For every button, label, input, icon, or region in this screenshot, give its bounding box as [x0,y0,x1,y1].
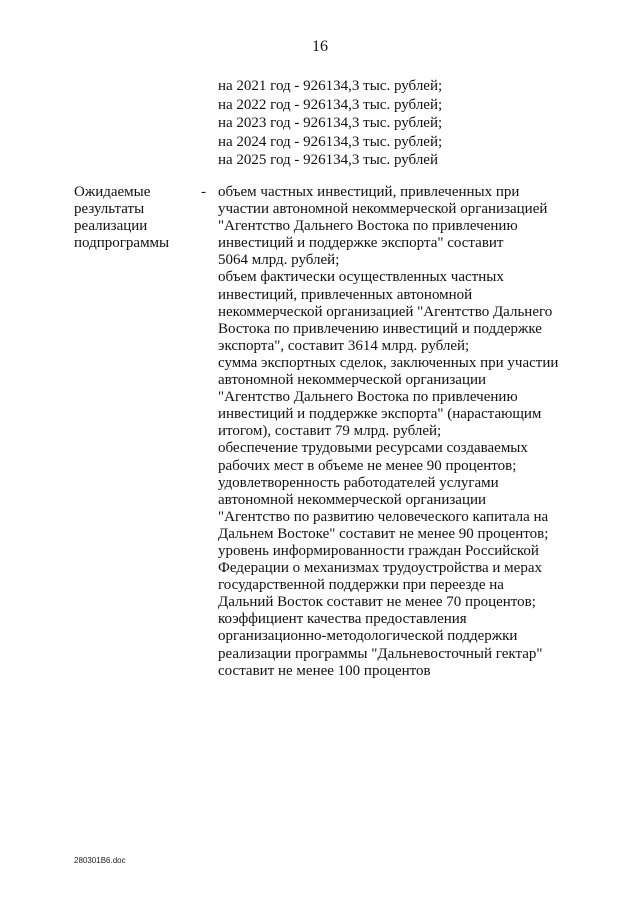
results-line: рабочих мест в объеме не менее 90 процентов; [218,457,517,474]
funding-line: на 2025 год - 926134,3 тыс. рублей [218,152,438,169]
funding-line: на 2021 год - 926134,3 тыс. рублей; [218,78,443,94]
funding-line: на 2023 год - 926134,3 тыс. рублей; [218,115,443,132]
results-line: государственной поддержки при переезде на [218,577,504,594]
page-number: 16 [312,38,328,55]
results-line: сумма экспортных сделок, заключенных при участии [218,354,559,371]
document-code: 280301В6.doc [74,856,126,865]
label-line: подпрограммы [74,235,170,251]
results-line: "Агентство по развитию человеческого капитала на [218,508,549,525]
results-dash: - [201,184,206,200]
results-line: объем фактически осуществленных частных [218,269,504,286]
results-line: удовлетворенность работодателей услугами [218,474,499,491]
results-line: коэффициент качества предоставления [218,611,467,628]
results-line: итогом), составит 79 млрд. рублей; [218,423,442,440]
results-line: Дальний Восток составит не менее 70 процентов; [218,594,536,611]
expected-results-label [74,184,194,252]
results-line: экспорта", составит 3614 млрд. рублей; [218,337,470,354]
label-line: реализации [74,218,148,234]
results-line: "Агентство Дальнего Востока по привлечению [218,389,518,406]
results-line: обеспечение трудовыми ресурсами создаваемых [218,440,528,457]
results-line: автономной некоммерческой организации [218,372,487,389]
results-line: Федерации о механизмах трудоустройства и мерах [218,560,542,577]
label-line: результаты [74,201,145,217]
results-line: инвестиций и поддержке экспорта" (нарастающим [218,406,542,423]
results-line: "Агентство Дальнего Востока по привлечению [218,218,518,235]
results-line: организационно-методологической поддержки [218,628,518,645]
label-line: Ожидаемые [74,184,151,200]
results-line: Востока по привлечению инвестиций и поддержке [218,320,542,337]
results-line: уровень информированности граждан Российской [218,542,539,559]
results-line: автономной некоммерческой организации [218,491,487,508]
results-line: Дальнем Востоке" составит не менее 90 процентов; [218,525,549,542]
results-line: составит не менее 100 процентов [218,662,431,679]
funding-line: на 2024 год - 926134,3 тыс. рублей; [218,133,443,150]
results-line: инвестиций, привлеченных автономной [218,286,473,303]
funding-line: на 2022 год - 926134,3 тыс. рублей; [218,96,443,113]
results-line: реализации программы "Дальневосточный гектар" [218,645,543,662]
results-line: участии автономной некоммерческой организацией [218,201,548,218]
results-line: 5064 млрд. рублей; [218,252,340,269]
expected-results-text [218,184,618,680]
results-line: объем частных инвестиций, привлеченных при [218,184,520,200]
results-line: инвестиций и поддержке экспорта" составит [218,235,504,252]
funding-list [218,77,618,170]
results-line: некоммерческой организацией "Агентство Дальнего [218,303,553,320]
